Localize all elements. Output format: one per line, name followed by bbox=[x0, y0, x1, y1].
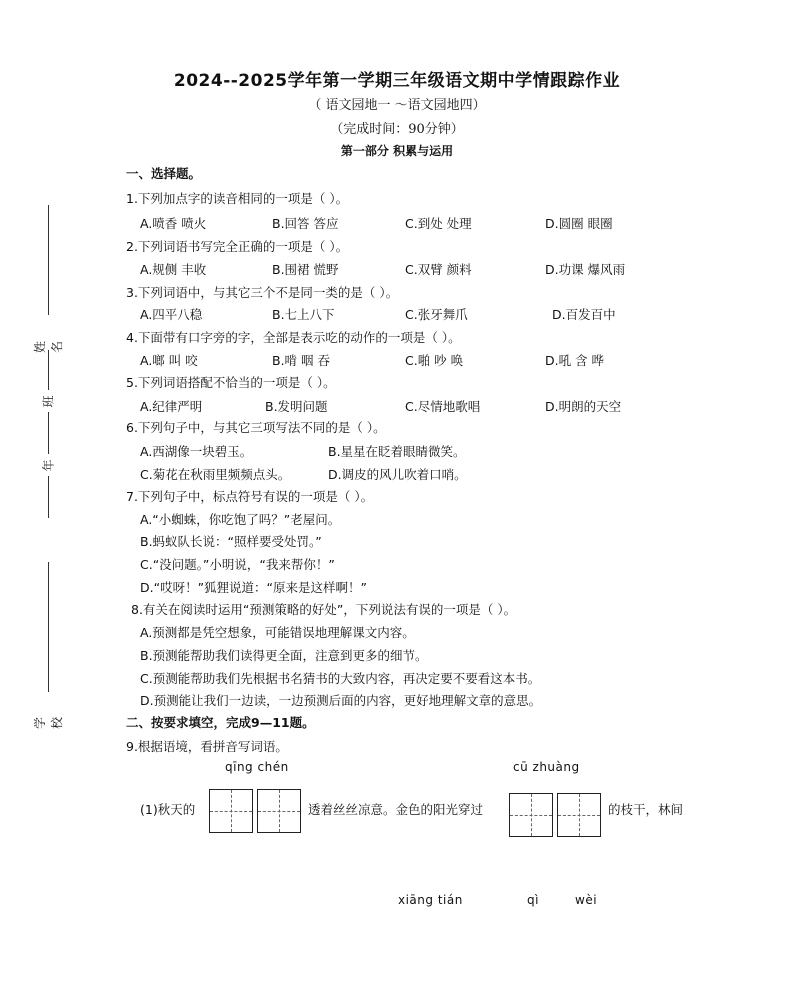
school-line bbox=[48, 562, 49, 692]
q8-option-d: D.预测能让我们一边读，一边预测后面的内容，更好地理解文章的意思。 bbox=[140, 693, 542, 708]
q4-option-c: C.啪 吵 唤 bbox=[405, 353, 464, 368]
pinyin-qingchen: qīng chén bbox=[225, 760, 289, 774]
part-heading: 第一部分 积累与运用 bbox=[340, 144, 454, 158]
q3-stem: 3.下列词语中，与其它三个不是同一类的是（ ）。 bbox=[126, 285, 399, 300]
class-line bbox=[48, 350, 49, 390]
answer-box-3[interactable] bbox=[509, 793, 553, 837]
q1-option-d: D.圆圈 眼圈 bbox=[545, 216, 613, 231]
q9-line1-end: 的枝干，林间 bbox=[608, 802, 684, 817]
q1-option-c: C.到处 处理 bbox=[405, 216, 472, 231]
pinyin-qi: qì bbox=[527, 893, 539, 907]
q6-option-d: D.调皮的风儿吹着口哨。 bbox=[328, 467, 467, 482]
q4-option-b: B.啃 咽 吞 bbox=[272, 353, 330, 368]
q5-option-d: D.明朗的天空 bbox=[545, 399, 622, 414]
grade-line bbox=[48, 412, 49, 454]
class-label: 班 bbox=[41, 395, 56, 408]
range-subtitle: （ 语文园地一 ～语文园地四） bbox=[308, 98, 486, 113]
q5-stem: 5.下列词语搭配不恰当的一项是（ ）。 bbox=[126, 375, 336, 390]
q8-option-c: C.预测能帮助我们先根据书名猜书的大致内容，再决定要不要看这本书。 bbox=[140, 671, 541, 686]
q4-option-d: D.吼 含 哗 bbox=[545, 353, 605, 368]
q9-line1-start: (1)秋天的 bbox=[140, 802, 196, 817]
grade-label: 年 bbox=[41, 459, 56, 472]
page-title: 2024--2025学年第一学期三年级语文期中学情跟踪作业 bbox=[173, 71, 621, 91]
q7-option-d: D.“哎呀！”狐狸说道：“原来是这样啊！” bbox=[140, 580, 368, 595]
grade-lower-line bbox=[48, 476, 49, 518]
section2-heading: 二、按要求填空，完成9—11题。 bbox=[126, 715, 315, 730]
time-subtitle: （完成时间：90分钟） bbox=[330, 122, 464, 137]
q4-option-a: A.啷 叫 咬 bbox=[140, 353, 198, 368]
q5-option-c: C.尽情地歌唱 bbox=[405, 399, 481, 414]
q2-option-d: D.功课 爆风雨 bbox=[545, 262, 626, 277]
pinyin-wei: wèi bbox=[575, 893, 598, 907]
q5-option-a: A.纪律严明 bbox=[140, 399, 203, 414]
q3-option-b: B.七上八下 bbox=[272, 307, 335, 322]
q5-option-b: B.发明问题 bbox=[265, 399, 328, 414]
q3-option-c: C.张牙舞爪 bbox=[405, 307, 468, 322]
answer-box-4[interactable] bbox=[557, 793, 601, 837]
q3-option-a: A.四平八稳 bbox=[140, 307, 203, 322]
pinyin-xiangtian: xiāng tián bbox=[398, 893, 463, 907]
name-line bbox=[48, 205, 49, 315]
q1-option-a: A.喷香 喷火 bbox=[140, 216, 207, 231]
school-label: 学校 bbox=[33, 717, 64, 730]
pinyin-cuzhuang: cū zhuàng bbox=[513, 760, 580, 774]
q6-option-b: B.星星在眨着眼睛微笑。 bbox=[328, 444, 466, 459]
q8-stem: 8.有关在阅读时运用“预测策略的好处”，下列说法有误的一项是（ ）。 bbox=[131, 602, 517, 617]
q6-stem: 6.下列句子中，与其它三项写法不同的是（ ）。 bbox=[126, 420, 386, 435]
q7-option-b: B.蚂蚁队长说：“照样要受处罚。” bbox=[140, 534, 322, 549]
q2-option-b: B.围裙 慌野 bbox=[272, 262, 339, 277]
section1-heading: 一、选择题。 bbox=[126, 166, 202, 181]
q8-option-a: A.预测都是凭空想象，可能错误地理解课文内容。 bbox=[140, 625, 415, 640]
q9-stem: 9.根据语境，看拼音写词语。 bbox=[126, 739, 288, 754]
q6-option-a: A.西湖像一块碧玉。 bbox=[140, 444, 253, 459]
q2-option-a: A.规侧 丰收 bbox=[140, 262, 207, 277]
q1-option-b: B.回答 答应 bbox=[272, 216, 339, 231]
q7-option-a: A.“小蜘蛛，你吃饱了吗？”老屋问。 bbox=[140, 512, 341, 527]
answer-box-1[interactable] bbox=[209, 789, 253, 833]
q3-option-d: D.百发百中 bbox=[552, 307, 616, 322]
q8-option-b: B.预测能帮助我们读得更全面，注意到更多的细节。 bbox=[140, 648, 428, 663]
name-label: 姓名 bbox=[33, 341, 64, 354]
q7-option-c: C.“没问题。”小明说，“我来帮你！” bbox=[140, 557, 335, 572]
q6-option-c: C.菊花在秋雨里频频点头。 bbox=[140, 467, 291, 482]
q2-stem: 2.下列词语书写完全正确的一项是（ ）。 bbox=[126, 239, 349, 254]
q2-option-c: C.双臂 颜料 bbox=[405, 262, 472, 277]
q9-line1-middle: 透着丝丝凉意。金色的阳光穿过 bbox=[308, 802, 484, 817]
q4-stem: 4.下面带有口字旁的字，全部是表示吃的动作的一项是（ ）。 bbox=[126, 330, 461, 345]
q1-stem: 1.下列加点字的读音相同的一项是（ ）。 bbox=[126, 191, 349, 206]
answer-box-2[interactable] bbox=[257, 789, 301, 833]
q7-stem: 7.下列句子中，标点符号有误的一项是（ ）。 bbox=[126, 489, 374, 504]
